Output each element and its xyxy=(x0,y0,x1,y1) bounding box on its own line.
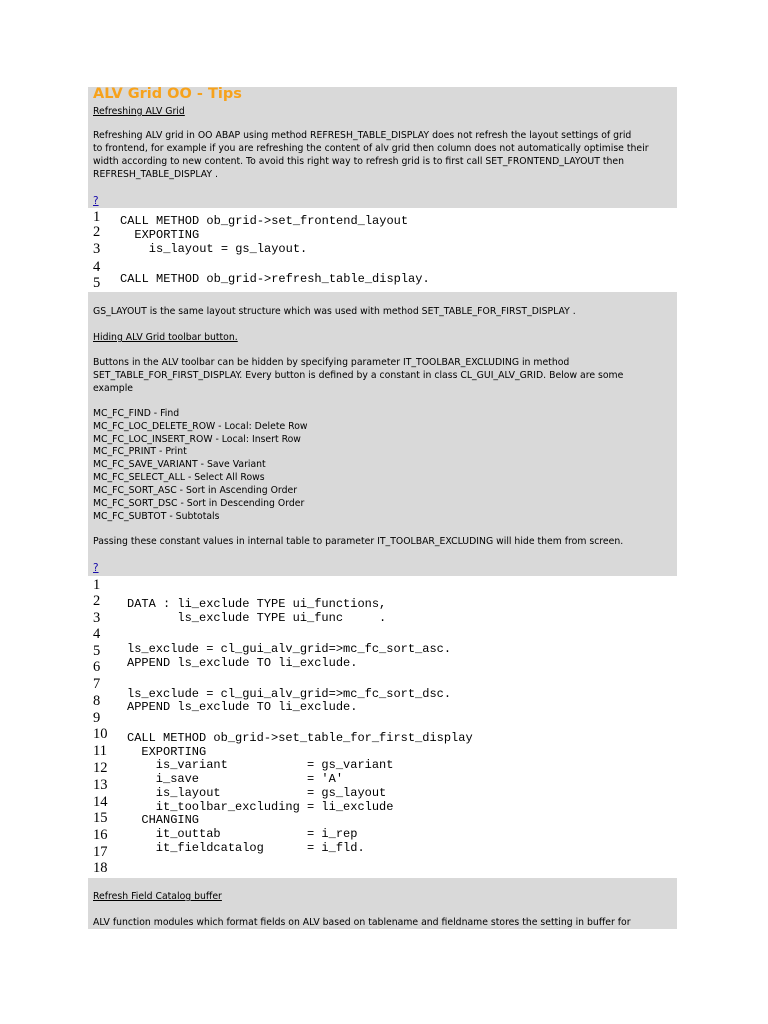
line-number: 5 xyxy=(93,275,101,291)
layout-note: GS_LAYOUT is the same layout structure which was used with method SET_TABLE_FOR_FIRST_DISPLAY . xyxy=(93,306,576,317)
constant-item: MC_FC_PRINT - Print xyxy=(93,446,187,457)
constant-item: MC_FC_SELECT_ALL - Select All Rows xyxy=(93,472,265,483)
paragraph-line: Buttons in the ALV toolbar can be hidden by specifying parameter IT_TOOLBAR_EXCLUDING in method xyxy=(93,357,570,368)
code-line: it_toolbar_excluding = li_exclude xyxy=(127,800,394,814)
code-line: APPEND ls_exclude TO li_exclude. xyxy=(127,656,358,670)
line-number: 5 xyxy=(93,643,101,659)
constant-item: MC_FC_LOC_DELETE_ROW - Local: Delete Row xyxy=(93,421,308,432)
code-line: APPEND ls_exclude TO li_exclude. xyxy=(127,700,358,714)
code-line: CALL METHOD ob_grid->set_frontend_layout xyxy=(120,214,409,228)
code-line: is_variant = gs_variant xyxy=(127,758,394,772)
paragraph-line: REFRESH_TABLE_DISPLAY . xyxy=(93,169,218,180)
constant-item: MC_FC_SORT_ASC - Sort in Ascending Order xyxy=(93,485,298,496)
code-line: is_layout = gs_layout xyxy=(127,786,387,800)
line-number: 15 xyxy=(93,810,108,826)
closing-paragraph: Passing these constant values in internal table to parameter IT_TOOLBAR_EXCLUDING will hide them from screen. xyxy=(93,536,624,547)
constant-item: MC_FC_SAVE_VARIANT - Save Variant xyxy=(93,459,266,470)
line-number: 18 xyxy=(93,860,108,876)
section-heading-refreshing: Refreshing ALV Grid xyxy=(93,106,185,117)
line-number: 11 xyxy=(93,743,107,759)
paragraph-line: Refreshing ALV grid in OO ABAP using method REFRESH_TABLE_DISPLAY does not refresh the layout settings of grid xyxy=(93,130,632,141)
line-number: 10 xyxy=(93,726,108,742)
code-line: it_fieldcatalog = i_fld. xyxy=(127,841,365,855)
paragraph-line: width according to new content. To avoid this right way to refresh grid is to first call SET_FRONTEND_LAYOUT then xyxy=(93,156,625,167)
line-number: 1 xyxy=(93,209,101,225)
line-number: 2 xyxy=(93,593,101,609)
line-number: 7 xyxy=(93,676,101,692)
line-number: 6 xyxy=(93,659,101,675)
line-number: 3 xyxy=(93,610,101,626)
paragraph-line: SET_TABLE_FOR_FIRST_DISPLAY. Every button is defined by a constant in class CL_GUI_ALV_GRID. Below are some xyxy=(93,370,624,381)
code-line: is_layout = gs_layout. xyxy=(120,242,308,256)
line-number: 9 xyxy=(93,710,101,726)
code-view-link[interactable]: ? xyxy=(93,562,99,574)
line-number: 17 xyxy=(93,844,108,860)
code-line: CALL METHOD ob_grid->set_table_for_first_display xyxy=(127,731,473,745)
section-heading-field-catalog: Refresh Field Catalog buffer xyxy=(93,891,222,902)
constant-item: MC_FC_LOC_INSERT_ROW - Local: Insert Row xyxy=(93,434,301,445)
line-number: 3 xyxy=(93,241,101,257)
line-number: 1 xyxy=(93,577,101,593)
code-line: it_outtab = i_rep xyxy=(127,827,358,841)
code-line: CHANGING xyxy=(127,813,200,827)
line-number: 4 xyxy=(93,259,101,275)
code-line: CALL METHOD ob_grid->refresh_table_display. xyxy=(120,272,430,286)
code-line: ls_exclude = cl_gui_alv_grid=>mc_fc_sort_dsc. xyxy=(127,687,452,701)
paragraph-line: to frontend, for example if you are refreshing the content of alv grid then column does not automatically optimise their xyxy=(93,143,649,154)
code-line: ls_exclude = cl_gui_alv_grid=>mc_fc_sort_asc. xyxy=(127,642,452,656)
code-line: DATA : li_exclude TYPE ui_functions, xyxy=(127,597,387,611)
constant-item: MC_FC_SORT_DSC - Sort in Descending Order xyxy=(93,498,305,509)
paragraph-line: example xyxy=(93,383,134,394)
line-number: 12 xyxy=(93,760,108,776)
line-number: 8 xyxy=(93,693,101,709)
code-line: EXPORTING xyxy=(120,228,200,242)
paragraph-line: ALV function modules which format fields on ALV based on tablename and fieldname stores the setting in buffer for xyxy=(93,917,631,928)
code-view-link[interactable]: ? xyxy=(93,195,99,207)
constant-item: MC_FC_FIND - Find xyxy=(93,408,180,419)
code-line: ls_exclude TYPE ui_func . xyxy=(127,611,387,625)
line-number: 2 xyxy=(93,224,101,240)
constant-item: MC_FC_SUBTOT - Subtotals xyxy=(93,511,220,522)
line-number: 4 xyxy=(93,626,101,642)
line-number: 13 xyxy=(93,777,108,793)
code-line: i_save = 'A' xyxy=(127,772,344,786)
page-title: ALV Grid OO - Tips xyxy=(93,86,242,102)
section-heading-hiding-toolbar: Hiding ALV Grid toolbar button. xyxy=(93,332,238,343)
code-line: EXPORTING xyxy=(127,745,207,759)
line-number: 16 xyxy=(93,827,108,843)
line-number: 14 xyxy=(93,794,108,810)
